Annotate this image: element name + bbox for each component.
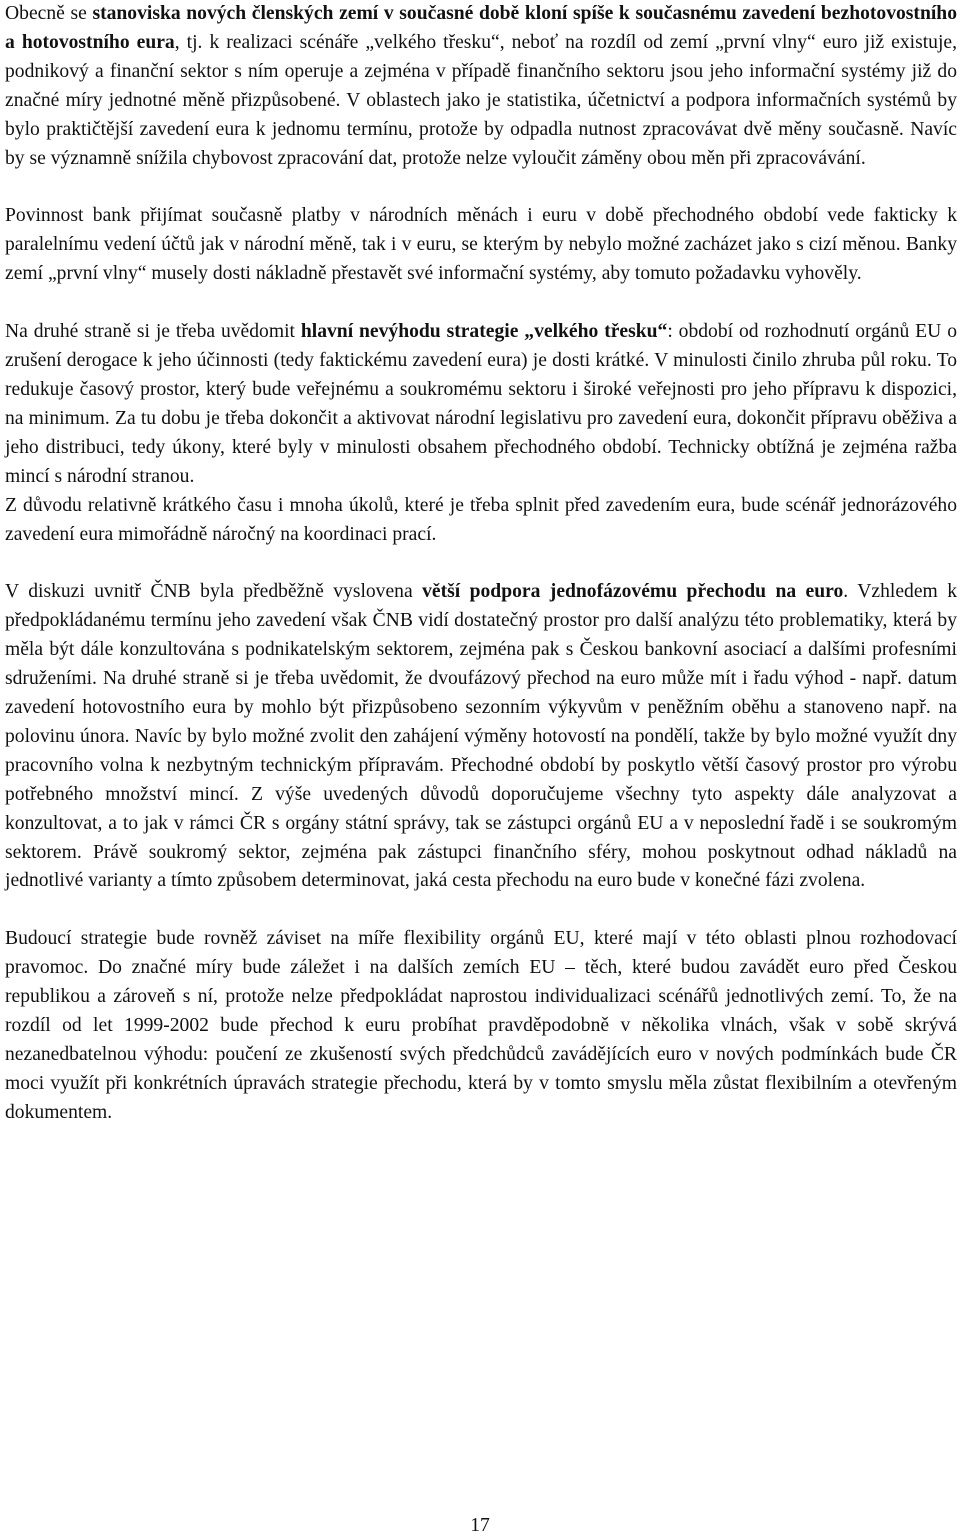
paragraph-6: [5, 925, 957, 1127]
paragraph-spacer: [5, 896, 957, 925]
text-run: : období od rozhodnutí orgánů EU o zrušení derogace k jeho účinnosti (tedy faktickému zavedení eura) je dosti krátké. V minulosti činilo zhruba půl roku. To redukuje časový prostor, který bude veřejnému a soukromému sektoru i široké veřejnosti pro jeho přípravu k dispozici, na minimum. Za tu dobu je třeba dokončit a aktivovat národní legislativu pro zavedení eura, dokončit přípravu oběživa a jeho distribuci, tedy úkony, které byly v minulosti obsahem přechodného období. Technicky obtížná je zejména ražba mincí s národní stranou.: [5, 321, 957, 487]
text-run: , tj. k realizaci scénáře „velkého třesku“, neboť na rozdíl od zemí „první vlny“ euro již existuje, podnikový a finanční sektor s ním operuje a zejména v případě finančního sektoru jsou jeho informační systémy již do značné míry jednotné měně přizpůsobené. V oblastech jako je statistika, účetnictví a podpora informačních systémů by bylo praktičtější zavedení eura k jednomu termínu, protože by odpadla nutnost zpracovávat dvě měny současně. Navíc by se významně snížila chybovost zpracování dat, protože nelze vyloučit záměny obou měn při zpracovávání.: [5, 31, 957, 169]
text-run: V diskuzi uvnitř ČNB byla předběžně vyslovena: [5, 581, 423, 603]
document-page: [5, 0, 957, 1128]
paragraph-spacer: [5, 289, 957, 318]
paragraph-spacer: [5, 549, 957, 578]
text-run: Obecně se: [5, 3, 93, 24]
text-run: Povinnost bank přijímat současně platby v národních měnách i euru v době přechodného období vede fakticky k paralelnímu vedení účtů jak v národní měně, tak i v euru, se kterým by nebylo možné zacházet jako s cizí měnou. Banky zemí „první vlny“ musely dosti nákladně přestavět své informační systémy, aby tomuto požadavku vyhověly.: [5, 205, 957, 285]
paragraph-5: [5, 578, 957, 896]
paragraph-spacer: [5, 173, 957, 202]
bold-text-run: větší podpora jednofázovému přechodu na euro: [422, 581, 844, 603]
bold-text-run: stanoviska nových členských zemí v současné době kloní spíše k současnému zavedení bezhotovostního a hotovostního eura: [5, 3, 957, 53]
paragraph-3: [5, 318, 957, 491]
text-run: Na druhé straně si je třeba uvědomit: [5, 321, 301, 343]
text-run: . Vzhledem k předpokládanému termínu jeho zavedení však ČNB vidí dostatečný prostor pro další analýzu této problematiky, která by měla být dále konzultována s podnikatelským sektorem, zejména pak s Českou bankovní asociací a dalšími profesními sdruženími. Na druhé straně si je třeba uvědomit, že dvoufázový přechod na euro může mít i řadu výhod - např. datum zavedení hotovostního eura by mohlo být přizpůsobeno sezonním výkyvům v peněžním oběhu a stanoveno např. na polovinu února. Navíc by bylo možné zvolit den zahájení výměny hotovostí na pondělí, takže by bylo možné využít dny pracovního volna k nezbytným technickým přípravám. Přechodné období by poskytlo větší časový prostor pro výrobu potřebného množství mincí. Z výše uvedených důvodů doporučujeme všechny tyto aspekty dále analyzovat a konzultovat, a to jak v rámci ČR s orgány státní správy, tak se zástupci orgánů EU a v neposlední řadě i se soukromým sektorem. Právě soukromý sektor, zejména pak zástupci finančního sféry, mohou poskytnout odhad nákladů na jednotlivé varianty a tímto způsobem determinovat, jaká cesta přechodu na euro bude v konečné fázi zvolena.: [5, 581, 957, 892]
text-run: Budoucí strategie bude rovněž záviset na míře flexibility orgánů EU, které mají v této oblasti plnou rozhodovací pravomoc. Do značné míry bude záležet i na dalších zemích EU – těch, které budou zavádět euro před Českou republikou a zároveň s ní, protože nelze předpokládat naprostou individualizaci scénářů jednotlivých zemí. To, že na rozdíl od let 1999-2002 bude přechod k euru probíhat pravděpodobně v několika vlnách, však v sobě skrývá nezanedbatelnou výhodu: poučení ze zkušeností svých předchůdců zavádějících euro v nových podmínkách bude ČR moci využít při konkrétních úpravách strategie přechodu, která by v tomto smyslu měla zůstat flexibilním a otevřeným dokumentem.: [5, 928, 957, 1123]
page-number: 17: [470, 1515, 490, 1536]
bold-text-run: hlavní nevýhodu strategie „velkého třesku“: [300, 321, 668, 343]
paragraph-2: [5, 202, 957, 289]
paragraph-4: [5, 492, 957, 550]
paragraph-1: [5, 0, 957, 173]
text-run: Z důvodu relativně krátkého času i mnoha úkolů, které je třeba splnit před zavedením eura, bude scénář jednorázového zavedení eura mimořádně náročný na koordinaci prací.: [5, 494, 957, 545]
